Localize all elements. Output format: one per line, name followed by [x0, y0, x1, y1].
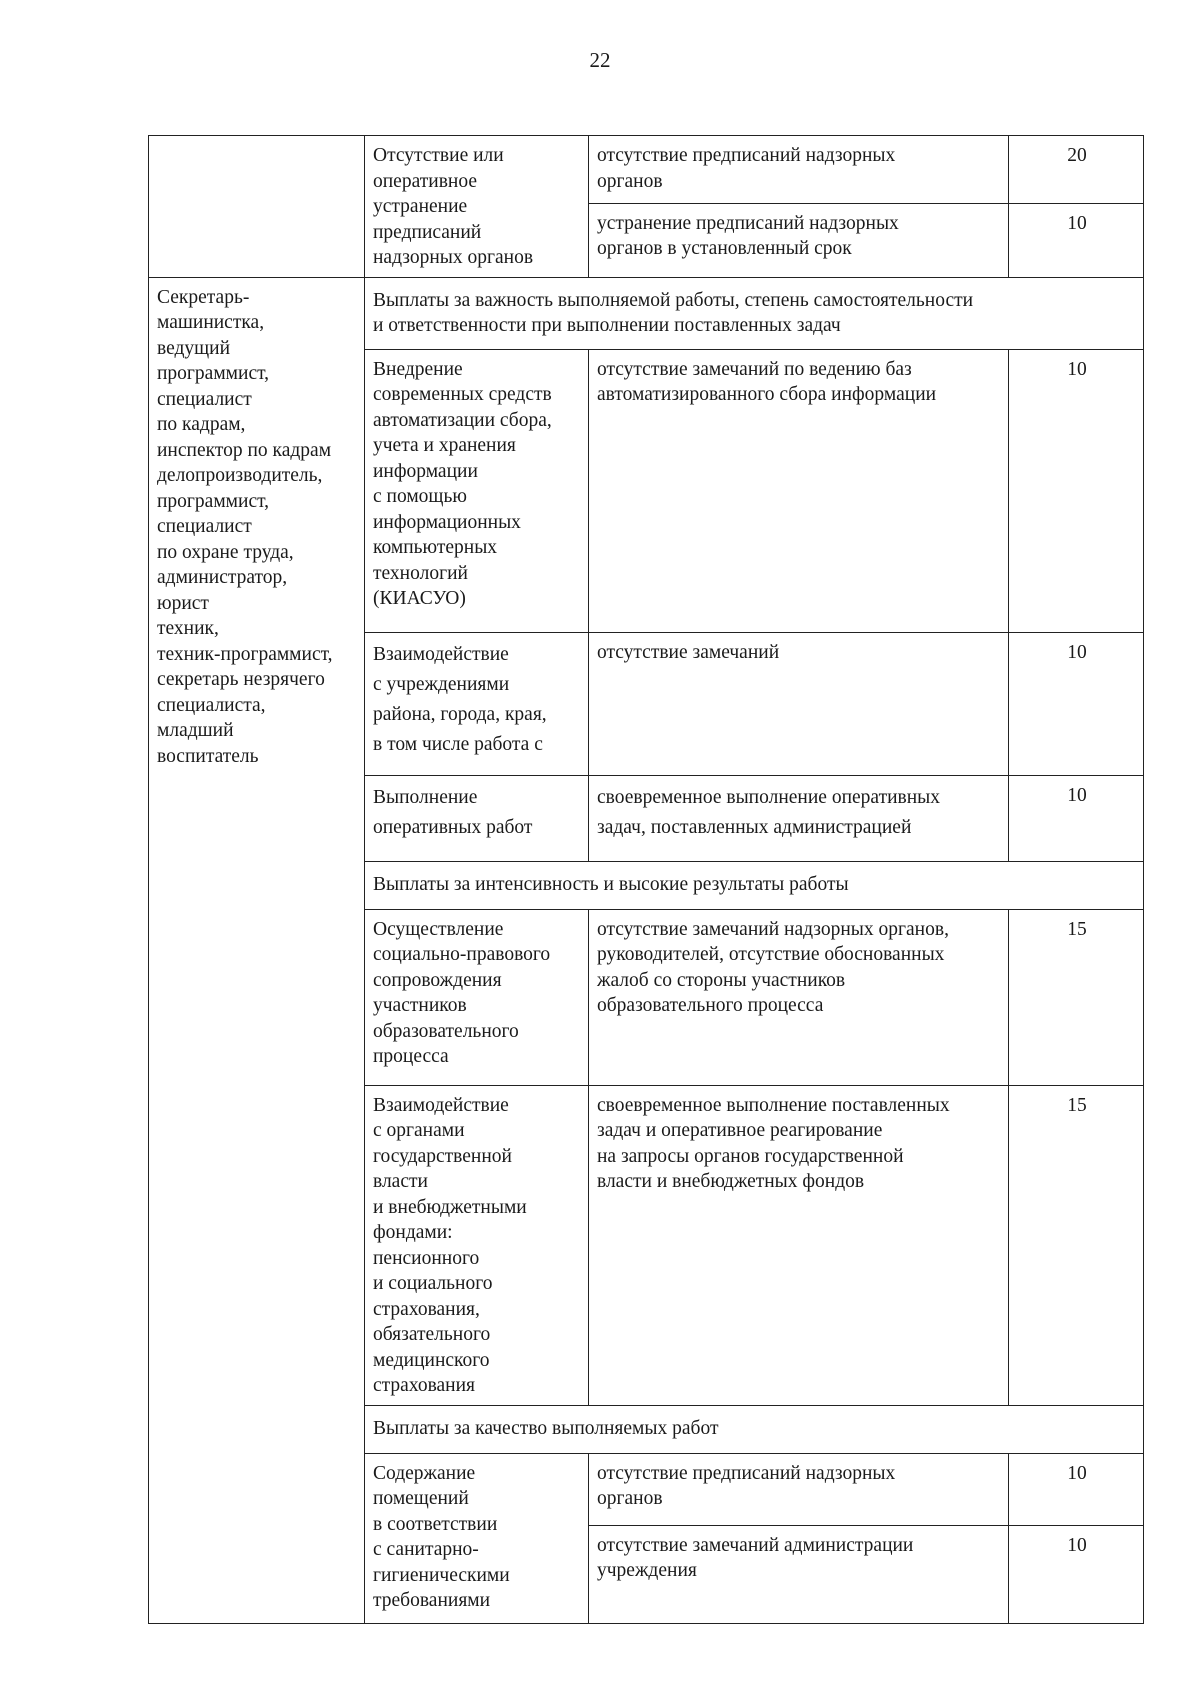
condition-cell: отсутствие замечаний надзорных органов, руководителей, отсутствие обоснованных жалоб со стороны участников образовательного процесса	[589, 909, 1009, 1085]
points-cell: 10	[1009, 632, 1144, 775]
points-cell: 10	[1009, 775, 1144, 861]
criterion-cell: Взаимодействие с учреждениями района, города, края, в том числе работа с	[365, 632, 589, 775]
page-number: 22	[589, 48, 611, 72]
section-title: Выплаты за качество выполняемых работ	[365, 1405, 1144, 1453]
criteria-table	[148, 135, 1144, 1624]
section-header-row	[149, 277, 1144, 349]
condition-cell: отсутствие замечаний	[589, 632, 1009, 775]
positions-cell: Секретарь- машинистка, ведущий программист, специалист по кадрам, инспектор по кадрам делопроизводитель, программист, специалист по охране труда, администратор, юрист техник, техник-программист, секретарь незрячего специалиста, младший воспитатель	[149, 277, 365, 1623]
section-title: Выплаты за важность выполняемой работы, степень самостоятельности и ответственности при выполнении поставленных задач	[365, 277, 1144, 349]
points-cell: 10	[1009, 1453, 1144, 1525]
criterion-cell: Отсутствие или оперативное устранение предписаний надзорных органов	[365, 136, 589, 278]
points-cell: 15	[1009, 1085, 1144, 1405]
condition-cell: отсутствие замечаний по ведению баз автоматизированного сбора информации	[589, 349, 1009, 632]
section-title: Выплаты за интенсивность и высокие результаты работы	[365, 861, 1144, 909]
points-cell: 10	[1009, 203, 1144, 277]
condition-cell: отсутствие предписаний надзорных органов	[589, 136, 1009, 204]
criterion-cell: Выполнение оперативных работ	[365, 775, 589, 861]
condition-cell: отсутствие замечаний администрации учреждения	[589, 1525, 1009, 1623]
position-cell-empty	[149, 136, 365, 278]
condition-cell: своевременное выполнение оперативных задач, поставленных администрацией	[589, 775, 1009, 861]
condition-cell: отсутствие предписаний надзорных органов	[589, 1453, 1009, 1525]
condition-cell: своевременное выполнение поставленных задач и оперативное реагирование на запросы органов государственной власти и внебюджетных фондов	[589, 1085, 1009, 1405]
condition-cell: устранение предписаний надзорных органов в установленный срок	[589, 203, 1009, 277]
points-cell: 10	[1009, 1525, 1144, 1623]
points-cell: 15	[1009, 909, 1144, 1085]
criterion-cell: Взаимодействие с органами государственной власти и внебюджетными фондами: пенсионного и социального страхования, обязательного медицинского страхования	[365, 1085, 589, 1405]
points-cell: 10	[1009, 349, 1144, 632]
table-row	[149, 136, 1144, 204]
criterion-cell: Содержание помещений в соответствии с санитарно- гигиеническими требованиями	[365, 1453, 589, 1623]
criterion-cell: Внедрение современных средств автоматизации сбора, учета и хранения информации с помощью информационных компьютерных технологий (КИАСУО)	[365, 349, 589, 632]
points-cell: 20	[1009, 136, 1144, 204]
criterion-cell: Осуществление социально-правового сопровождения участников образовательного процесса	[365, 909, 589, 1085]
